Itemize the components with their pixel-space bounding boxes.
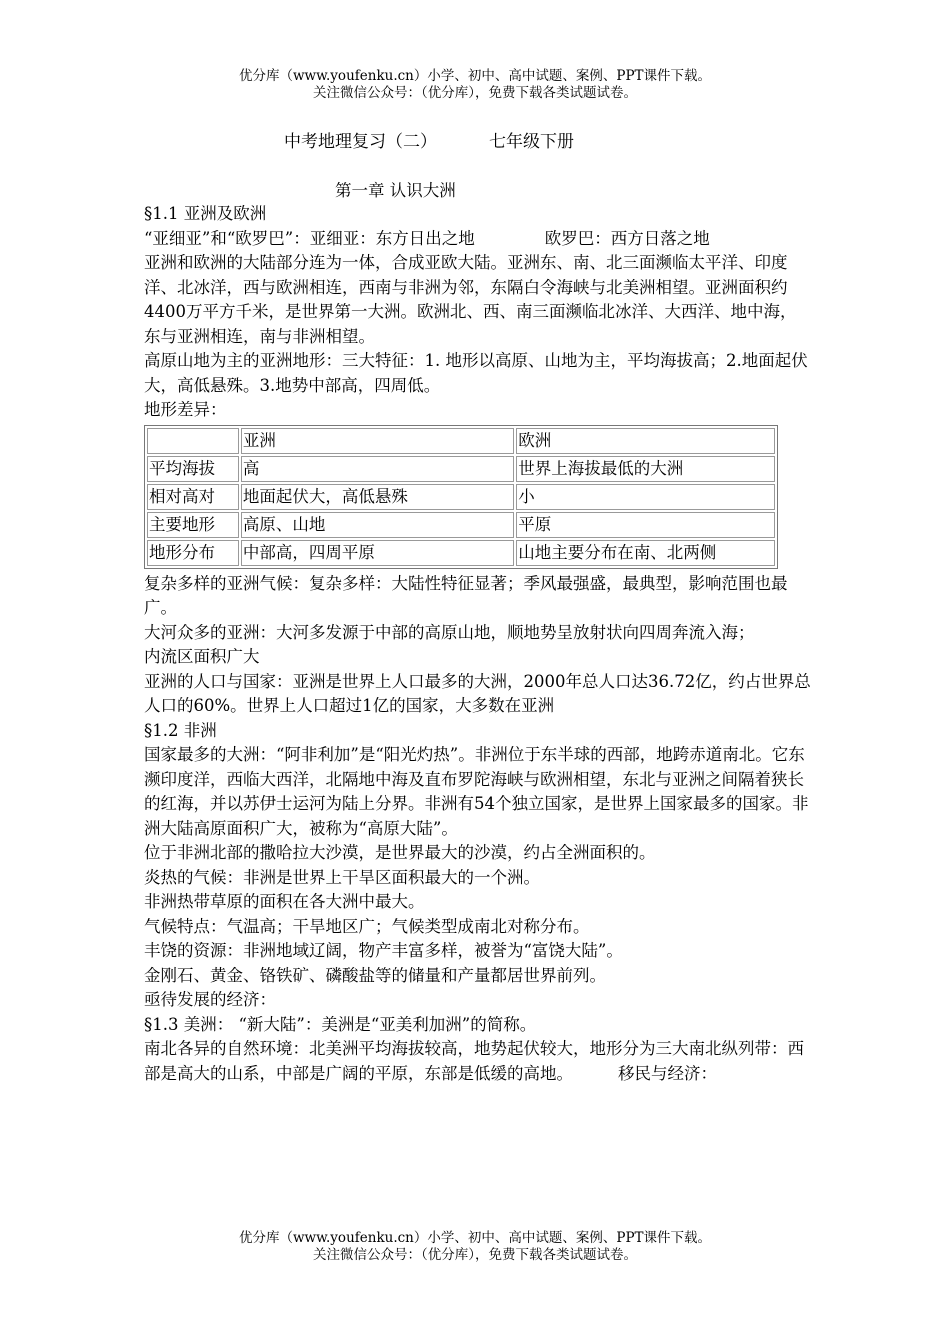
paragraph: 气候特点：气温高；干旱地区广；气候类型成南北对称分布。 [144,916,590,936]
europe-name-origin: 欧罗巴：西方日落之地 [544,228,710,248]
table-cell: 高原、山地 [241,512,514,538]
paragraph: 复杂多样的亚洲气候：复杂多样：大陆性特征显著；季风最强盛，最典型，影响范围也最广。 [144,573,788,617]
page-footer [0,1230,950,1264]
table-header-cell: 亚洲 [241,428,514,454]
paragraph: 亚洲的人口与国家：亚洲是世界上人口最多的大洲，2000年总人口达36.72亿，约占世界总人口的60%。世界上人口超过1亿的国家，大多数在亚洲 [144,671,811,715]
paragraph: 地形差异： [144,400,227,419]
section-1-2-heading: §1.2 非洲 [144,720,217,740]
paragraph [144,227,812,252]
asia-name-origin: “亚细亚”和“欧罗巴”：亚细亚：东方日出之地 [144,228,475,248]
table-cell: 主要地形 [147,512,239,538]
section-1-1-heading: §1.1 亚洲及欧洲 [144,204,267,223]
table-header-cell: 欧洲 [516,428,775,454]
table-cell: 地面起伏大，高低悬殊 [241,484,514,510]
table-cell: 平均海拔 [147,456,239,482]
paragraph: 亟待发展的经济： [144,990,276,1009]
footer-line-2: 关注微信公众号：（优分库），免费下载各类试题试卷。 [313,1247,637,1263]
table-cell: 高 [241,456,514,482]
paragraph: 炎热的气候：非洲是世界上干旱区面积最大的一个洲。 [144,867,540,887]
table-header-row [147,428,775,454]
footer-line-1: 优分库（www.youfenku.cn）小学、初中、高中试题、案例、PPT课件下载。 [238,1230,712,1246]
table-cell: 小 [516,484,775,510]
paragraph: 非洲热带草原的面积在各大洲中最大。 [144,892,425,911]
header-line-2: 关注微信公众号：（优分库），免费下载各类试题试卷。 [313,85,637,101]
paragraph [144,1037,812,1086]
paragraph: 国家最多的大洲：“阿非利加”是“阳光灼热”。非洲位于东半球的西部，地跨赤道南北。它东濒印度洋，西临大西洋，北隔地中海及直布罗陀海峡与欧洲相望，东北与亚洲之间隔着狭长的红海，并以苏伊士运河为陆上分界。非洲有54个独立国家，是世界上国家最多的国家。非洲大陆高原面积广大，被称为“高原大陆”。 [144,745,809,838]
table-header-cell [147,428,239,454]
paragraph: 高原山地为主的亚洲地形：三大特征：1. 地形以高原、山地为主，平均海拔高；2.地面起伏大，高低悬殊。3.地势中部高，四周低。 [144,351,808,395]
table-cell: 山地主要分布在南、北两侧 [516,540,775,566]
americas-environment-text: 南北各异的自然环境：北美洲平均海拔较高，地势起伏较大，地形分为三大南北纵列带：西部是高大的山系，中部是广阔的平原，东部是低缓的高地。 [144,1039,804,1083]
chapter-heading: 第一章 认识大洲 [335,181,456,200]
table-row [147,512,775,538]
table-cell: 相对高对 [147,484,239,510]
paragraph: 大河众多的亚洲：大河多发源于中部的高原山地，顺地势呈放射状向四周奔流入海； [144,622,755,642]
table-cell: 地形分布 [147,540,239,566]
document-body [144,202,812,1086]
table-cell: 平原 [516,512,775,538]
paragraph: 位于非洲北部的撒哈拉大沙漠，是世界最大的沙漠，约占全洲面积的。 [144,843,656,862]
paragraph: 金刚石、黄金、铬铁矿、磷酸盐等的储量和产量都居世界前列。 [144,965,606,985]
table-cell: 中部高，四周平原 [241,540,514,566]
paragraph: 丰饶的资源：非洲地域辽阔，物产丰富多样，被誉为“富饶大陆”。 [144,941,623,960]
paragraph: 内流区面积广大 [144,647,260,666]
americas-migration-text: 移民与经济： [618,1063,717,1083]
section-1-3-heading: §1.3 美洲： “新大陆”：美洲是“亚美利加洲”的简称。 [144,1014,537,1034]
header-line-1: 优分库（www.youfenku.cn）小学、初中、高中试题、案例、PPT课件下载。 [238,68,712,84]
page-header [0,68,950,102]
table-row [147,484,775,510]
terrain-comparison-table [144,425,778,569]
table-row [147,456,775,482]
paragraph: 亚洲和欧洲的大陆部分连为一体，合成亚欧大陆。亚洲东、南、北三面濒临太平洋、印度洋、北冰洋，西与欧洲相连，西南与非洲为邻，东隔白令海峡与北美洲相望。亚洲面积约4400万平方千米，是世界第一大洲。欧洲北、西、南三面濒临北冰洋、大西洋、地中海，东与亚洲相连，南与非洲相望。 [144,253,797,346]
table-row [147,540,775,566]
document-title [284,127,574,152]
title-sub: 七年级下册 [489,132,574,152]
table-cell: 世界上海拔最低的大洲 [516,456,775,482]
title-main: 中考地理复习（二） [284,132,437,152]
